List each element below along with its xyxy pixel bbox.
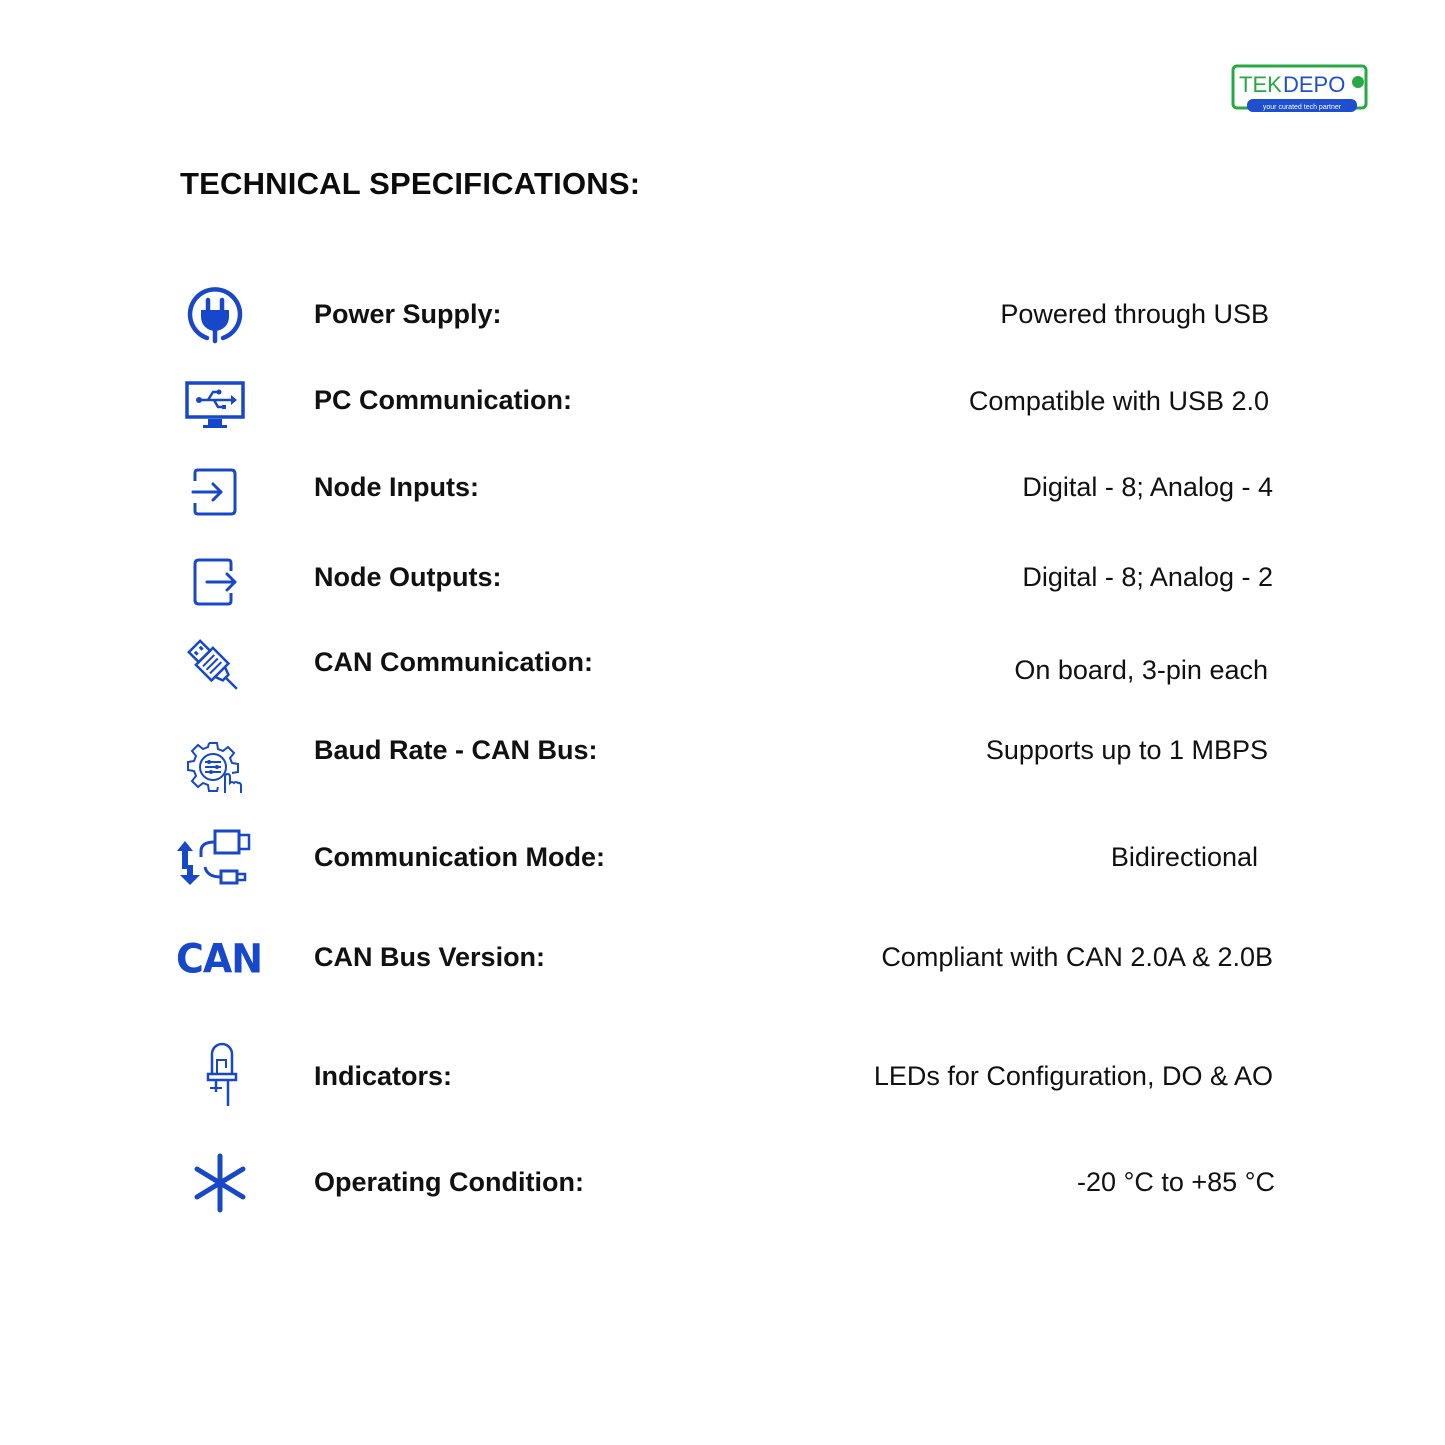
spec-value: Digital - 8; Analog - 2	[1022, 562, 1273, 592]
spec-value: LEDs for Configuration, DO & AO	[873, 1061, 1273, 1091]
spec-label: Indicators:	[314, 1061, 453, 1091]
led-icon	[177, 1030, 267, 1120]
output-arrow-icon	[170, 537, 260, 627]
spec-value: On board, 3-pin each	[1014, 655, 1268, 685]
spec-value: Compliant with CAN 2.0A & 2.0B	[881, 942, 1273, 972]
can-text-icon	[174, 914, 264, 1004]
spec-label: CAN Communication:	[314, 647, 593, 677]
spec-row-communication-mode	[0, 829, 1445, 889]
spec-label: CAN Bus Version:	[314, 942, 546, 972]
spec-label: Node Inputs:	[314, 472, 479, 502]
logo-text-depo: DEPO	[1283, 72, 1346, 97]
spec-value: Supports up to 1 MBPS	[985, 735, 1268, 765]
bidirectional-transfer-icon	[168, 813, 258, 903]
spec-label: Baud Rate - CAN Bus:	[314, 735, 598, 765]
spec-value: Bidirectional	[1110, 842, 1258, 872]
spec-label: Communication Mode:	[314, 842, 605, 872]
spec-row-power-supply	[0, 286, 1445, 346]
spec-row-baud-rate	[0, 722, 1445, 782]
spec-value: Compatible with USB 2.0	[968, 386, 1269, 416]
brand-logo	[1231, 64, 1369, 116]
asterisk-icon	[175, 1138, 265, 1228]
input-arrow-icon	[170, 447, 260, 537]
spec-value: Powered through USB	[1000, 299, 1269, 329]
spec-value: -20 °C to +85 °C	[1077, 1167, 1275, 1197]
spec-row-can-bus-version	[0, 929, 1445, 989]
can-icon-text: CAN	[175, 935, 263, 983]
spec-value: Digital - 8; Analog - 4	[1022, 472, 1273, 502]
spec-row-node-outputs	[0, 549, 1445, 609]
logo-tagline: your curated tech partner	[1262, 104, 1342, 111]
spec-label: Node Outputs:	[314, 562, 502, 592]
spec-row-can-communication	[0, 634, 1445, 694]
spec-label: PC Communication:	[314, 385, 573, 415]
spec-row-operating-condition	[0, 1154, 1445, 1214]
spec-row-indicators	[0, 1048, 1445, 1108]
spec-label: Power Supply:	[314, 299, 502, 329]
monitor-usb-icon	[170, 360, 260, 450]
logo-text-tek: TEK	[1239, 72, 1282, 97]
power-plug-icon	[170, 271, 260, 361]
spec-row-node-inputs	[0, 459, 1445, 519]
gear-settings-icon	[170, 722, 260, 812]
usb-cable-icon	[170, 622, 260, 712]
spec-row-pc-communication	[0, 372, 1445, 432]
spec-label: Operating Condition:	[314, 1167, 584, 1197]
page-title: TECHNICAL SPECIFICATIONS:	[180, 166, 641, 201]
